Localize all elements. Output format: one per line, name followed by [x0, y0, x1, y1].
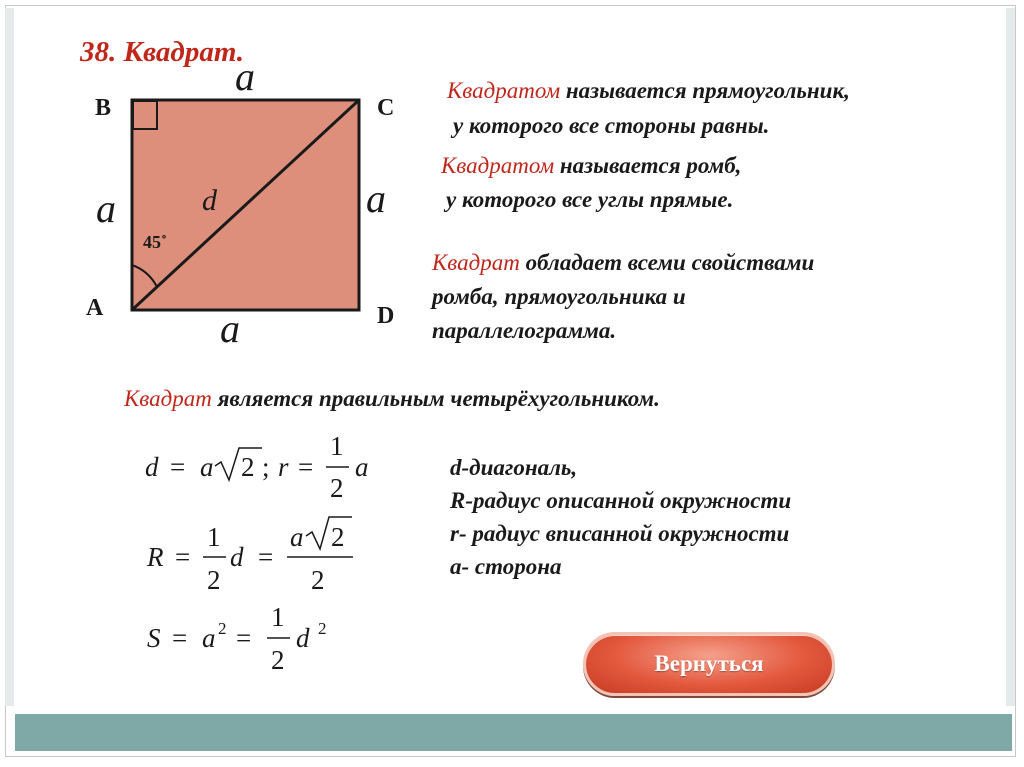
legend-circumradius: R-радиус описанной окружности — [450, 488, 792, 513]
f2-equals: = — [175, 542, 191, 572]
f3-equals2: = — [236, 623, 252, 653]
legend-side: а- сторона — [450, 554, 562, 579]
f3-equals: = — [172, 623, 188, 653]
f2-num2-sqrt: 2 — [331, 522, 345, 552]
f1-sqrt-arg: 2 — [241, 452, 255, 482]
f1-a: a — [200, 452, 214, 482]
definition-rectangle-term: Квадратом — [447, 78, 561, 103]
side-label-top: a — [235, 54, 255, 99]
return-button[interactable]: Вернуться — [583, 632, 835, 696]
definition-rectangle-line2: у которого все стороны равны. — [453, 113, 770, 138]
f3-a: a — [202, 623, 216, 653]
regular-term: Квадрат — [124, 386, 212, 411]
vertex-label-c: C — [377, 95, 395, 121]
f2-num2-a: a — [290, 522, 304, 552]
slide-title: 38. Квадрат. — [80, 36, 244, 68]
f3-exp2: 2 — [318, 619, 327, 638]
f1-d: d — [145, 452, 159, 482]
f3-S: S — [147, 623, 161, 653]
side-label-right: a — [366, 176, 386, 221]
f2-den2: 2 — [311, 565, 325, 595]
f1-a2: a — [355, 452, 369, 482]
property-line3: параллелограмма. — [432, 318, 617, 343]
f1-separator: ; — [262, 452, 270, 482]
f1-r: r — [278, 452, 289, 482]
side-label-bottom: a — [220, 306, 240, 351]
vertex-label-a: A — [86, 295, 104, 321]
f3-d: d — [296, 623, 310, 653]
property-term: Квадрат — [432, 250, 520, 275]
legend-inradius: r- радиус вписанной окружности — [450, 521, 790, 546]
f1-fraction-den: 2 — [330, 473, 344, 503]
f2-fraction-num: 1 — [207, 522, 221, 552]
f2-sqrt-sign — [306, 517, 352, 549]
definition-rhombus-line1: Квадратом называется ромб, — [441, 153, 742, 178]
definition-rectangle-line1: Квадратом называется прямоугольник, — [447, 78, 850, 103]
definition-rhombus-line2: у которого все углы прямые. — [446, 187, 734, 212]
legend-diagonal: d-диагональ, — [450, 455, 578, 480]
vertex-label-b: B — [95, 95, 112, 121]
f1-sqrt-sign — [215, 448, 262, 480]
definition-rhombus-term: Квадратом — [441, 153, 555, 178]
f2-d: d — [230, 542, 244, 572]
property-line1: Квадрат обладает всеми свойствами — [432, 250, 815, 275]
f1-equals2: = — [298, 452, 314, 482]
f2-fraction-den: 2 — [207, 565, 221, 595]
regular-quadrilateral-statement: Квадрат является правильным четырёхугольником. — [124, 386, 660, 411]
f3-fraction-num: 1 — [271, 602, 285, 632]
side-label-left: a — [96, 186, 116, 231]
f2-R: R — [147, 542, 164, 572]
f2-equals2: = — [258, 542, 274, 572]
f1-equals: = — [170, 452, 186, 482]
property-line2: ромба, прямоугольника и — [432, 284, 686, 309]
vertex-label-d: D — [377, 303, 395, 329]
f1-fraction-num: 1 — [330, 431, 344, 461]
diagonal-label: d — [202, 184, 217, 217]
f3-fraction-den: 2 — [271, 645, 285, 675]
f3-exp: 2 — [218, 619, 227, 638]
angle-label: 45˚ — [143, 232, 167, 252]
bottom-bar — [15, 714, 1012, 751]
